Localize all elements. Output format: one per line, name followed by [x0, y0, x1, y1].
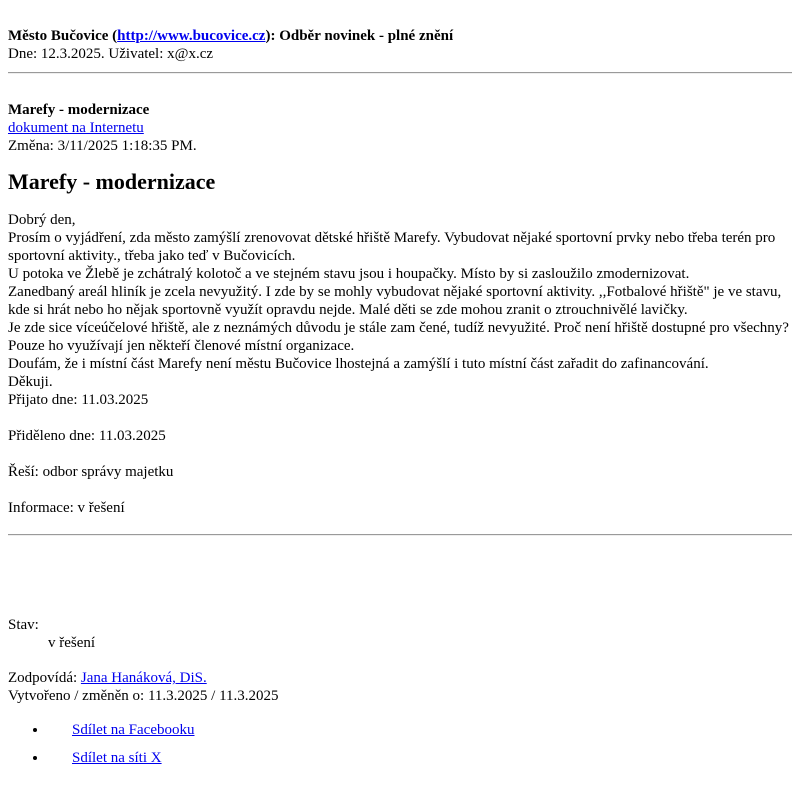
share-x-link[interactable]: Sdílet na síti X [72, 750, 162, 766]
share-list [8, 721, 792, 767]
status-block [8, 616, 792, 652]
newsletter-header [8, 27, 792, 63]
responsible-line [8, 669, 792, 687]
item-body [8, 211, 792, 391]
site-link[interactable]: http://www.bucovice.cz [117, 28, 266, 44]
site-name: Město Bučovice ( [8, 28, 118, 44]
body-line: Doufám, že i místní část Marefy není městu Bučovice lhostejná a zamýšlí i tuto místní část zařadit do zafinancování. [8, 356, 709, 372]
share-item [48, 721, 792, 739]
body-line: Děkuji. [8, 374, 53, 390]
body-line: U potoka ve Žlebě je zchátralý kolotoč a ve stejném stavu jsou i houpačky. Místo by si zasloužilo zmodernizovat. [8, 266, 690, 282]
item-meta [8, 101, 792, 155]
received-date: Přijato dne: 11.03.2025 [8, 392, 149, 408]
item-title: Marefy - modernizace [8, 102, 150, 118]
share-item [48, 749, 792, 767]
handled-by: Řeší: odbor správy majetku [8, 464, 174, 480]
body-line: Je zde sice víceúčelové hřiště, ale z neznámých důvodu je stále zam čené, tudíž nevyužité. Proč není hřiště dostupné pro všechny? Pouze ho využívají jen někteří členové místní organizace. [8, 320, 789, 354]
responsible-label: Zodpovídá: [8, 670, 81, 686]
title-suffix: ): Odběr novinek - plné znění [265, 28, 454, 44]
body-line: Prosím o vyjádření, zda město zamýšlí zrenovovat dětské hřiště Marefy. Vybudovat nějaké sportovní prvky nebo třeba terén pro sportovní aktivity., třeba jako teď v Bučovicích. [8, 230, 776, 264]
status-label: Stav: [8, 617, 39, 633]
document-link[interactable]: dokument na Internetu [8, 120, 144, 136]
assigned-date: Přiděleno dne: 11.03.2025 [8, 428, 166, 444]
newsletter-title [8, 27, 792, 45]
item-changed: Změna: 3/11/2025 1:18:35 PM. [8, 138, 197, 154]
body-line: Dobrý den, [8, 212, 76, 228]
status-value: v řešení [48, 635, 96, 651]
item-heading: Marefy - modernizace [8, 169, 216, 194]
responsible-link[interactable]: Jana Hanáková, DiS. [80, 670, 207, 686]
date-user-line: Dne: 12.3.2025. Uživatel: x@x.cz [8, 46, 214, 62]
share-facebook-link[interactable]: Sdílet na Facebooku [72, 722, 195, 738]
info-status: Informace: v řešení [8, 500, 125, 516]
created-changed: Vytvořeno / změněn o: 11.3.2025 / 11.3.2025 [8, 688, 279, 704]
body-line: Zanedbaný areál hliník je zcela nevyužitý. I zde by se mohly vybudovat nějaké sportovní aktivity. ,,Fotbalové hřiště" je ve stavu, kde si hrát nebo ho nějak sportovně využít opravdu nejde. Malé děti se zde mohou zranit o ztrouchnivělé lavičky. [8, 284, 782, 318]
